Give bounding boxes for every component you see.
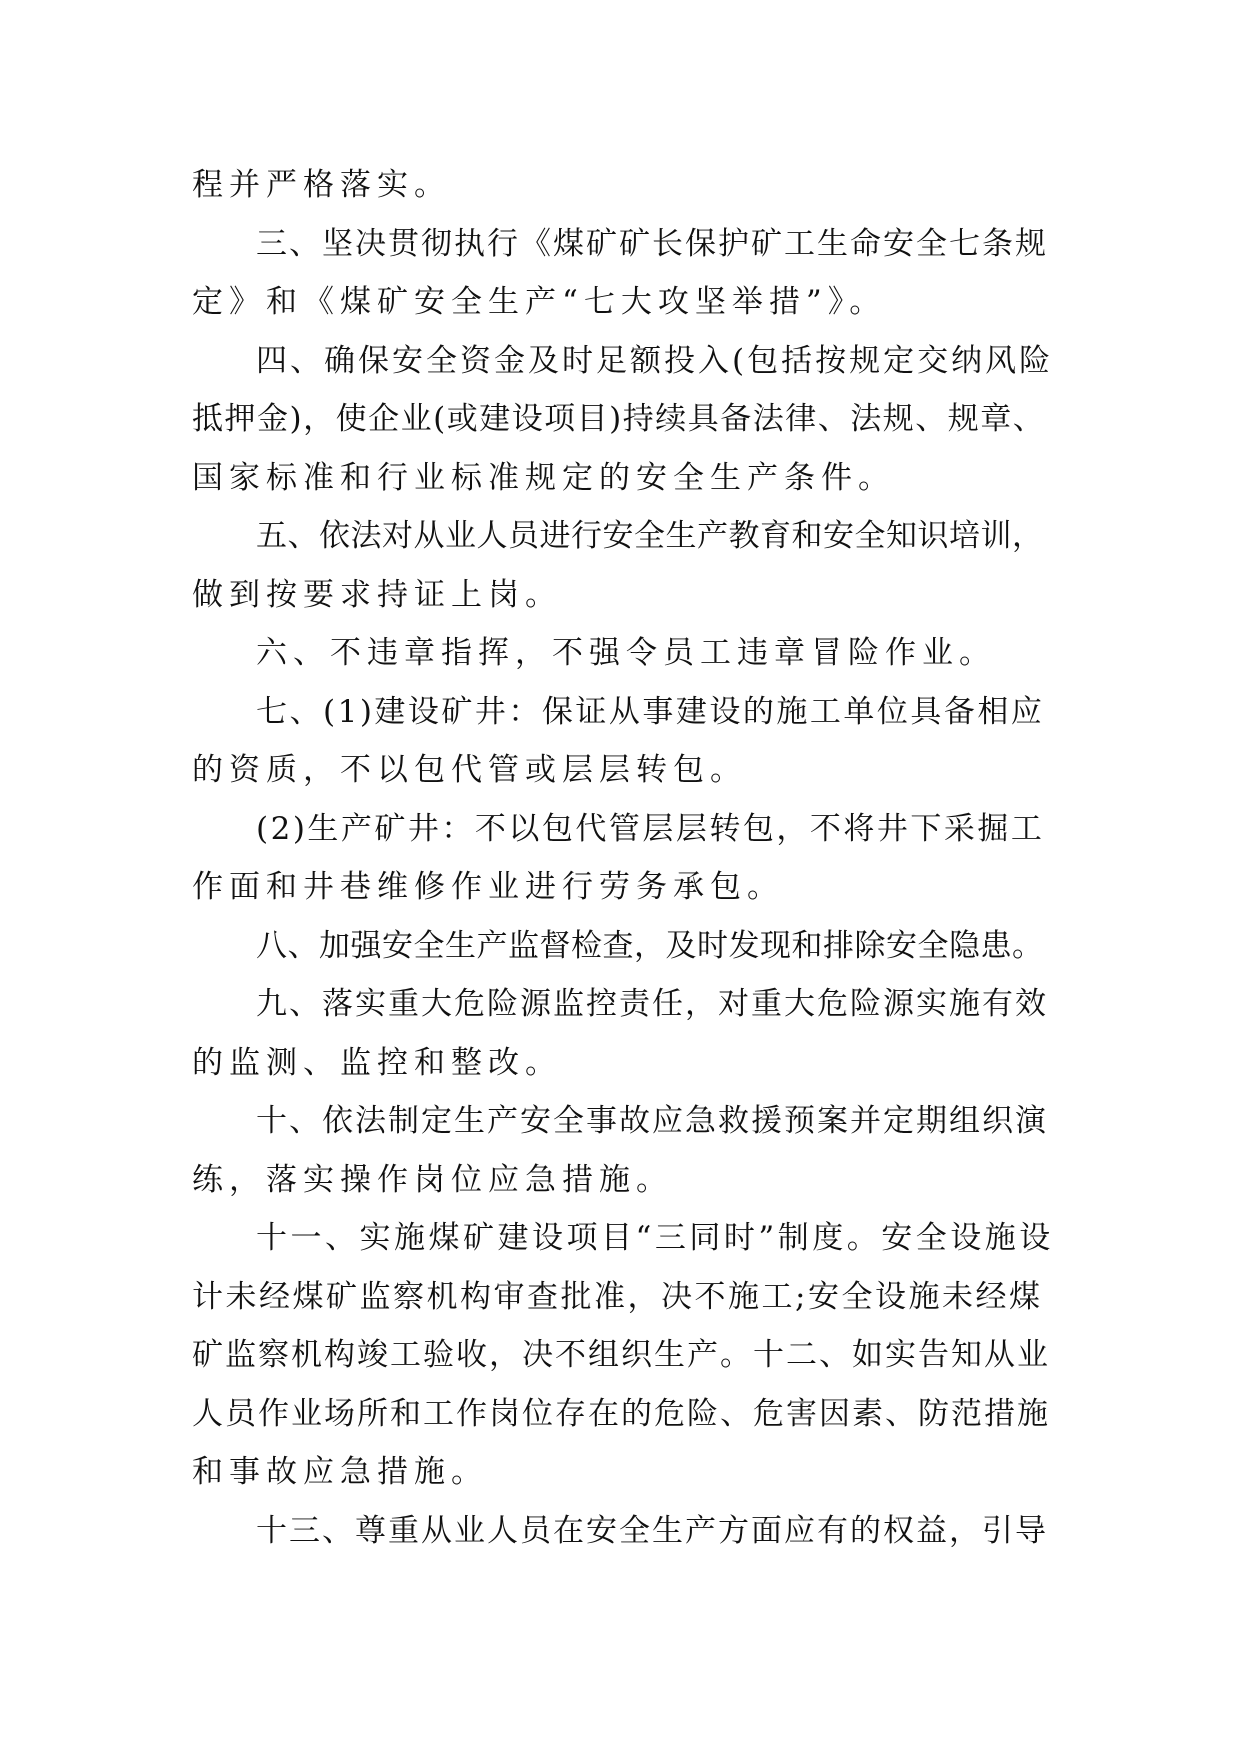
document-body bbox=[192, 156, 1054, 1560]
text-line: 人员作业场所和工作岗位存在的危险、危害因素、防范措施 bbox=[192, 1395, 1050, 1432]
text-line: 定》和《煤矿安全生产“七大攻坚举措”》。 bbox=[192, 284, 887, 320]
text-line: 国家标准和行业标准规定的安全生产条件。 bbox=[192, 459, 895, 496]
text-line: 做到按要求持证上岗。 bbox=[192, 576, 562, 613]
text-line: 程并严格落实。 bbox=[192, 167, 451, 203]
text-line: 和事故应急措施。 bbox=[192, 1454, 488, 1490]
text-line: 五、依法对从业人员进行安全生产教育和安全知识培训， bbox=[256, 518, 1044, 554]
text-line: (2)生产矿井：不以包代管层层转包，不将井下采掘工 bbox=[256, 810, 1045, 847]
text-line: 十一、实施煤矿建设项目“三同时”制度。安全设施设 bbox=[256, 1220, 1054, 1256]
text-line: 十、依法制定生产安全事故应急救援预案并定期组织演 bbox=[256, 1103, 1048, 1139]
text-line: 矿监察机构竣工验收，决不组织生产。十二、如实告知从业 bbox=[192, 1337, 1050, 1373]
text-line: 作面和井巷维修作业进行劳务承包。 bbox=[192, 869, 784, 905]
text-line: 抵押金)，使企业(或建设项目)持续具备法律、法规、规章、 bbox=[192, 401, 1046, 437]
text-line: 计未经煤矿监察机构审查批准，决不施工;安全设施未经煤 bbox=[192, 1278, 1043, 1315]
text-line: 练，落实操作岗位应急措施。 bbox=[192, 1161, 673, 1198]
text-line: 七、(1)建设矿井：保证从事建设的施工单位具备相应 bbox=[256, 693, 1045, 730]
text-line: 四、确保安全资金及时足额投入(包括按规定交纳风险 bbox=[256, 342, 1054, 379]
text-line: 的资质，不以包代管或层层转包。 bbox=[192, 752, 747, 788]
text-line: 的监测、监控和整改。 bbox=[192, 1044, 562, 1081]
text-line: 六、不违章指挥，不强令员工违章冒险作业。 bbox=[256, 635, 996, 671]
text-line: 九、落实重大危险源监控责任，对重大危险源实施有效 bbox=[256, 986, 1048, 1022]
text-line: 三、坚决贯彻执行《煤矿矿长保护矿工生命安全七条规 bbox=[256, 225, 1048, 262]
text-line: 八、加强安全生产监督检查，及时发现和排除安全隐患。 bbox=[256, 927, 1044, 964]
text-line: 十三、尊重从业人员在安全生产方面应有的权益，引导 bbox=[256, 1512, 1048, 1549]
